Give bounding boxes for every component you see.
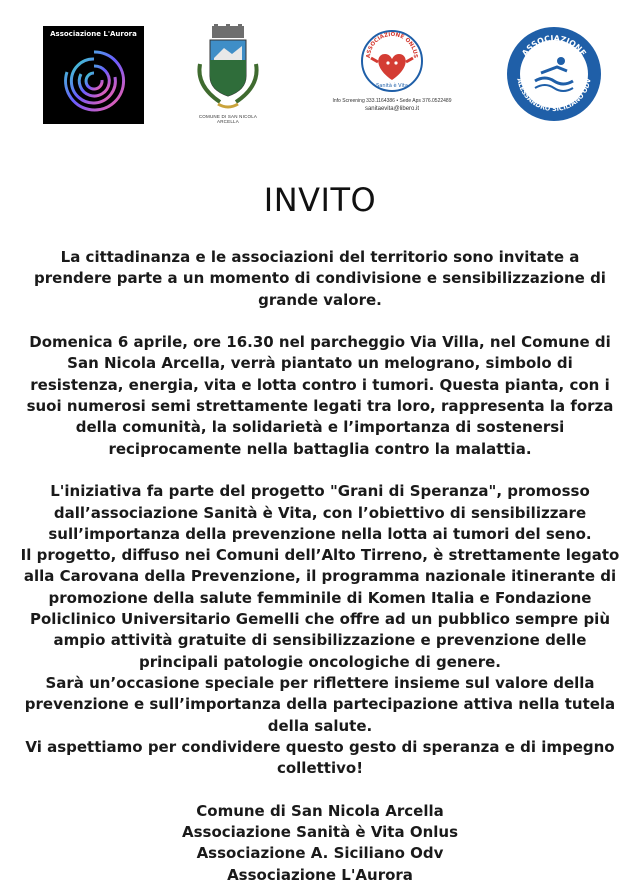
signature-sanita: Associazione Sanità è Vita Onlus [181, 823, 458, 842]
sanita-logo [318, 28, 466, 124]
sanita-arc-text: ASSOCIAZIONE ONLUS [365, 31, 419, 59]
comune-crest [190, 24, 266, 124]
paragraph-intro: La cittadinanza e le associazioni del territorio sono invitate a prendere parte a un momento di condivisione e sensibilizzazione di grande valore. [34, 248, 606, 309]
paragraph-occasion: Sarà un’occasione speciale per riflettere insieme sul valore della prevenzione e sull’importanza della partecipazione attiva nella tutela della salute. [24, 673, 616, 735]
signature-siciliano: Associazione A. Siciliano Odv [196, 844, 444, 863]
aurora-logo [43, 26, 144, 124]
signature-aurora: Associazione L'Aurora [227, 865, 413, 884]
sanita-phones: Info Screening 333.1164386 • Sede Aps 376.0522489 [332, 98, 452, 104]
sanita-motto: Sanità è Vita [376, 83, 408, 89]
sanita-email: sanitaevita@libero.it [364, 106, 420, 112]
crest-icon [190, 24, 266, 112]
aurora-logo-name: Associazione L'Aurora [50, 30, 137, 38]
signatures [20, 801, 620, 886]
siciliano-arc-top: ASSOCIAZIONE [520, 33, 588, 58]
logo-bar [0, 0, 640, 140]
siciliano-logo [505, 25, 603, 123]
aurora-swirl-icon [57, 44, 131, 118]
paragraph-initiative: L'iniziativa fa parte del progetto "Grani di Speranza", promosso dall’associazione Sanità è Vita, con l’obiettivo di sensibilizzare sull’importanza della prevenzione nella lotta ai tumori del seno. [48, 482, 592, 543]
paragraph-event: Domenica 6 aprile, ore 16.30 nel parcheggio Via Villa, nel Comune di San Nicola Arcella, verrà piantato un melograno, simbolo di resistenza, energia, vita e lotta contro i tumori. Questa pianta, con i suoi numerosi semi strettamente legati tra loro, rappresenta la forza della comunità, la solidarietà e l’importanza di sostenersi reciprocamente nella battaglia contro la malattia. [26, 333, 614, 458]
comune-caption: COMUNE DI SAN NICOLA ARCELLA [198, 114, 258, 124]
invite-title: INVITO [263, 181, 377, 219]
sanita-heart-icon [318, 28, 466, 98]
invite-body [20, 247, 620, 886]
siciliano-arc-bottom: ALESSANDRO SICILIANO ODV [515, 77, 593, 114]
paragraph-project: Il progetto, diffuso nei Comuni dell’Alto Tirreno, è strettamente legato alla Carovana della Prevenzione, il programma nazionale itinerante di promozione della salute femminile di Komen Italia e Fondazione Policlinico Universitario Gemelli che offre ad un pubblico sempre più ampio attività gratuite di sensibilizzazione e prevenzione delle principali patologie oncologiche di genere. [20, 546, 620, 671]
siciliano-swimmer-icon [505, 25, 603, 123]
paragraph-closing: Vi aspettiamo per condividere questo gesto di speranza e di impegno collettivo! [25, 737, 615, 778]
signature-comune: Comune di San Nicola Arcella [196, 801, 444, 820]
